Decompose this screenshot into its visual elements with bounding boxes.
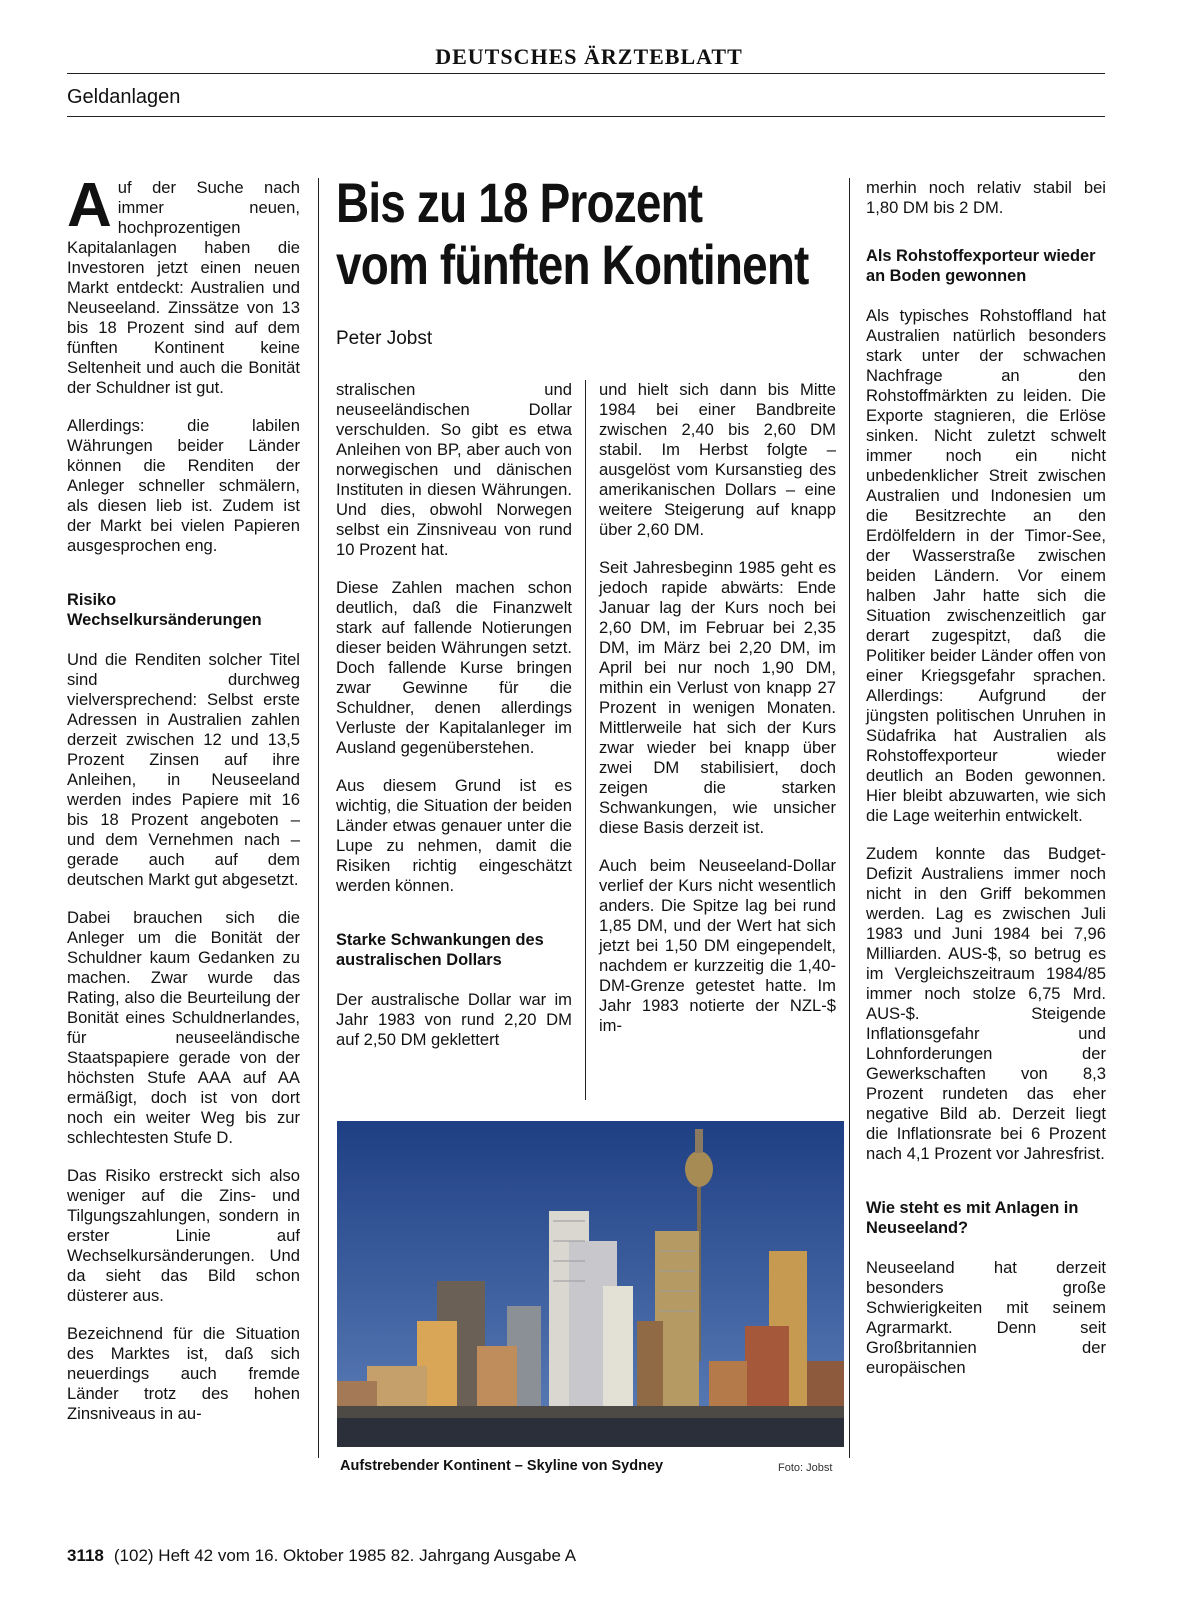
col1-paragraph-6: Bezeichnend für die Situation des Marktes ist, daß sich neuerdings auch fremde Länder trotz des hohen Zinsniveaus in au- [67,1324,300,1423]
headline [336,171,809,296]
dropcap: A [67,171,112,240]
photo-credit: Foto: Jobst [778,1462,833,1474]
col1-subheading: Risiko Wechselkursänderungen [67,591,262,629]
masthead-rule [67,73,1105,74]
col2-paragraph-4: Der australische Dollar war im Jahr 1983 von rund 2,20 DM auf 2,50 DM geklettert [336,990,572,1049]
col4-paragraph-3: Zudem konnte das Budget-Defizit Australiens immer noch nicht in den Griff bekommen werden. Lag es zwischen Juli 1983 und Juni 1984 bei 7,96 Milliarden. AUS-$, so betrug es im Vergleichszeitraum 1984/85 immer noch stolze 6,75 Mrd. AUS-$. Steigende Inflationsgefahr und Lohnforderungen der Gewerkschaften von 8,3 Prozent rundeten das eher negative Bild ab. Derzeit liegt die Inflationsrate bei 6 Prozent nach 4,1 Prozent vor Jahresfrist. [866,844,1106,1163]
col2-paragraph-2: Diese Zahlen machen schon deutlich, daß die Finanzwelt stark auf fallende Notierungen dieser beiden Währungen setzt. Doch fallende Kurse bringen zwar Gewinne für die Schuldner, denen allerdings Verluste der Kapitalanleger im Ausland gegenüberstehen. [336,578,572,757]
footer [67,1546,576,1566]
col4-paragraph-1: merhin noch relativ stabil bei 1,80 DM bis 2 DM. [866,178,1106,217]
column-divider-3 [849,178,850,1458]
headline-line-1: Bis zu 18 Prozent [336,171,703,234]
sydney-skyline-photo [337,1121,844,1447]
col1-paragraph-5: Das Risiko erstreckt sich also weniger auf die Zins- und Tilgungszahlungen, sondern in erster Linie auf Wechselkursänderungen. Und da sieht das Bild schon düsterer aus. [67,1166,300,1305]
column-3 [599,380,836,1054]
col1-paragraph-1: Auf der Suche nach immer neuen, hochprozentigen Kapitalanlagen haben die Investoren jetzt einen neuen Markt entdeckt: Australien und Neuseeland. Zinssätze von 13 bis 18 Prozent sind auf dem fünften Kontinent keine Seltenheit und auch die Bonität der Schuldner ist gut. [67,171,300,397]
column-divider-1 [318,178,319,1458]
headline-line-2: vom fünften Kontinent [336,233,809,296]
photo-caption: Aufstrebender Kontinent – Skyline von Sydney [340,1458,664,1474]
issue-info: (102) Heft 42 vom 16. Oktober 1985 82. Jahrgang Ausgabe A [113,1546,577,1565]
section-rule [67,116,1105,117]
col1-paragraph-3: Und die Renditen solcher Titel sind durchweg vielversprechend: Selbst erste Adressen in Australien zahlen derzeit zwischen 12 und 13,5 Prozent Zinsen auf ihre Anleihen, in Neuseeland werden indes Papiere mit 16 bis 18 Prozent angeboten – und dem Vernehmen nach – gerade auch auf dem deutschen Markt gut abgesetzt. [67,650,300,889]
column-1 [67,171,300,1442]
col4-paragraph-2: Als typisches Rohstoffland hat Australien natürlich besonders stark unter der schwachen Nachfrage an den Rohstoffmärkten zu leiden. Die Exporte stagnieren, die Erlöse sinken. Nicht zuletzt schwelt immer noch ein nicht unbedenklicher Streit zwischen Australien und Indonesien um die Besitzrechte an den Erdölfeldern in der Timor-See, der Wasserstraße zwischen beiden Ländern. Vor einem halben Jahr hatte sich die Situation zwischenzeitlich gar derart zugespitzt, daß die Politiker beider Länder offen von einer Kriegsgefahr sprachen. Allerdings: Aufgrund der jüngsten politischen Unruhen in Südafrika hat Australien als Rohstoffexporteur wieder deutlich an Boden gewonnen. Hier bleibt abzuwarten, wie sich die Lage weiterhin entwickelt. [866,306,1106,825]
col3-paragraph-1: und hielt sich dann bis Mitte 1984 bei einer Bandbreite zwischen 2,40 bis 2,60 DM stabil. Im Herbst folgte – ausgelöst vom Kursanstieg des amerikanischen Dollars – eine weitere Steigerung auf knapp über 2,60 DM. [599,380,836,539]
masthead: DEUTSCHES ÄRZTEBLATT [435,44,743,69]
col4-subheading-2: Wie steht es mit Anlagen in Neuseeland? [866,1199,1079,1237]
column-divider-2 [585,380,586,1100]
page-number: 3118 [67,1546,104,1565]
author: Peter Jobst [336,328,433,349]
col4-paragraph-4: Neuseeland hat derzeit besonders große Schwierigkeiten mit seinem Agrarmarkt. Denn seit Großbritannien der europäischen [866,1258,1106,1377]
col3-paragraph-2: Seit Jahresbeginn 1985 geht es jedoch rapide abwärts: Ende Januar lag der Kurs noch bei 2,60 DM, im Februar bei 2,35 DM, im März bei 2,20 DM, im April bei nur noch 1,90 DM, mithin ein Verlust von knapp 27 Prozent in wenigen Monaten. Mittlerweile hat sich der Kurs zwar wieder bei knapp über zwei DM stabilisiert, doch zeigen die starken Schwankungen, wie unsicher diese Basis derzeit ist. [599,558,836,837]
skyline-illustration [337,1121,844,1447]
column-2 [336,380,572,1068]
column-4 [866,178,1106,1396]
col4-subheading-1: Als Rohstoffexporteur wieder an Boden gewonnen [866,247,1096,285]
col1-paragraph-2: Allerdings: die labilen Währungen beider Länder können die Renditen der Anleger schneller schmälern, als diesen lieb ist. Zudem ist der Markt bei vielen Papieren ausgesprochen eng. [67,416,300,555]
col2-paragraph-3: Aus diesem Grund ist es wichtig, die Situation der beiden Länder etwas genauer unter die Lupe zu nehmen, damit die Risiken richtig eingeschätzt werden können. [336,776,572,895]
col2-paragraph-1: stralischen und neuseeländischen Dollar verschulden. So gibt es etwa Anleihen von BP, aber auch von norwegischen und dänischen Instituten in diesen Währungen. Und dies, obwohl Norwegen selbst ein Zinsniveau von rund 10 Prozent hat. [336,380,572,559]
col1-paragraph-4: Dabei brauchen sich die Anleger um die Bonität der Schuldner kaum Gedanken zu machen. Zwar wurde das Rating, also die Beurteilung der Bonität eines Schuldnerlandes, für neuseeländische Staatspapiere gerade von der höchsten Stufe AAA auf AA ermäßigt, doch ist von dort noch ein weiter Weg bis zur schlechtesten Stufe D. [67,908,300,1147]
col3-paragraph-3: Auch beim Neuseeland-Dollar verlief der Kurs nicht wesentlich anders. Die Spitze lag bei rund 1,85 DM, und der Wert hat sich jetzt bei 1,50 DM eingependelt, nachdem er kurzzeitig die 1,40-DM-Grenze getestet hatte. Im Jahr 1983 notierte der NZL-$ im- [599,856,836,1035]
section-label: Geldanlagen [67,86,181,108]
col2-subheading: Starke Schwankungen des australischen Dollars [336,931,544,969]
